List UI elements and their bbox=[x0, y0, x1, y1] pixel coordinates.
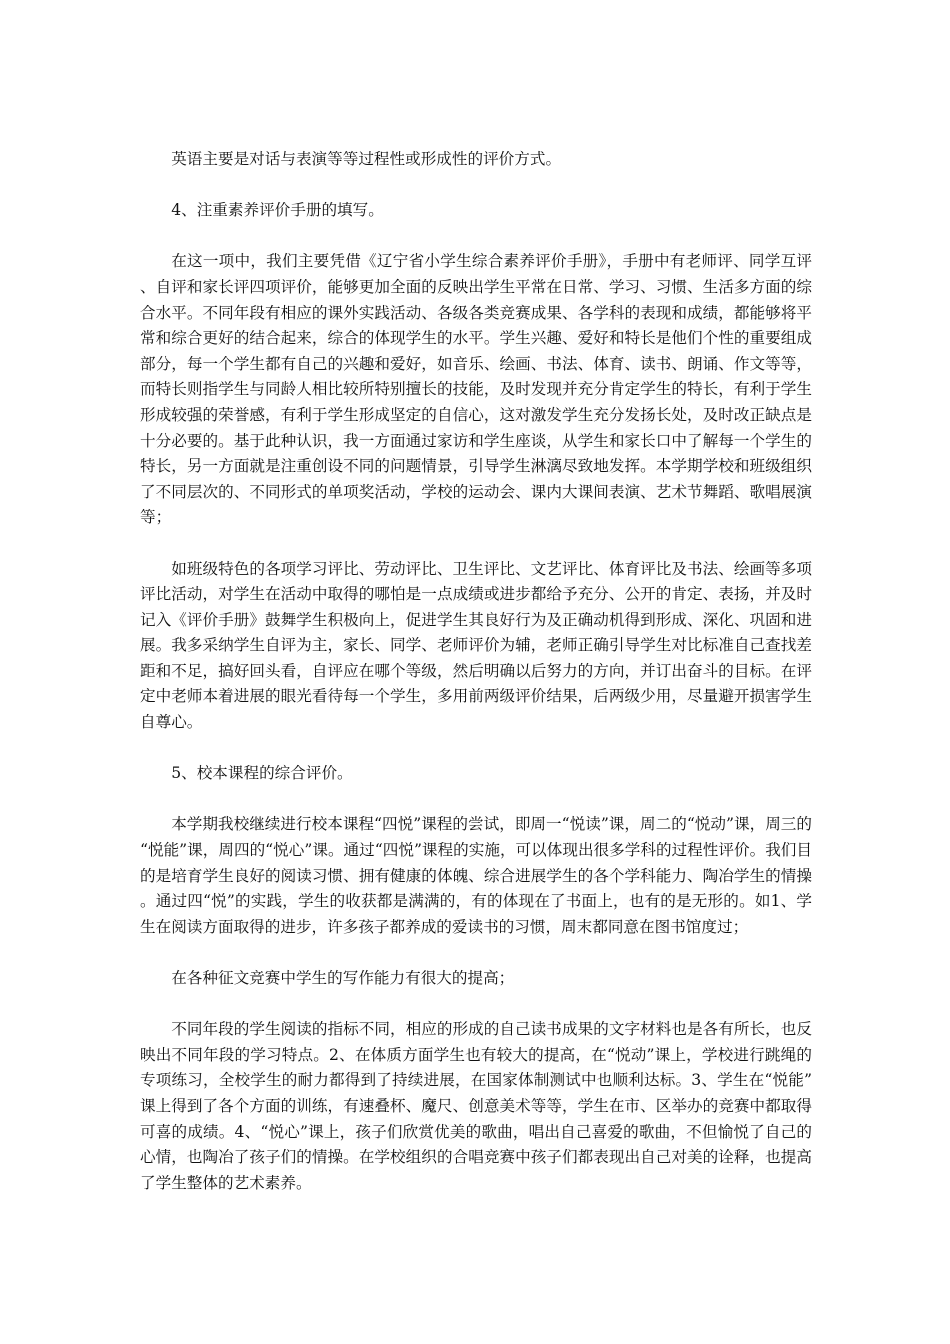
paragraph-grade-differences: 不同年段的学生阅读的指标不同，相应的形成的自己读书成果的文字材料也是各有所长，也反映出不同年段的学习特点。2、在体质方面学生也有较大的提高，在“悦动”课上，学校进行跳绳的专项练习，全校学生的耐力都得到了持续进展，在国家体制测试中也顺利达标。3、学生在“悦能”课上得到了各个方面的训练，有速叠杯、魔尺、创意美术等等，学生在市、区举办的竞赛中都取得可喜的成绩。4、“悦心”课上，孩子们欣赏优美的歌曲，唱出自己喜爱的歌曲，不但愉悦了自己的心情，也陶冶了孩子们的情操。在学校组织的合唱竞赛中孩子们都表现出自己对美的诠释，也提高了学生整体的艺术素养。 bbox=[140, 1020, 812, 1192]
document-page bbox=[140, 147, 812, 1222]
heading-4-handbook: 4、注重素养评价手册的填写。 bbox=[171, 201, 384, 220]
paragraph-class-activities: 如班级特色的各项学习评比、劳动评比、卫生评比、文艺评比、体育评比及书法、绘画等多项评比活动，对学生在活动中取得的哪怕是一点成绩或进步都给予充分、公开的肯定、表扬，并及时记入《评价手册》鼓舞学生积极向上，促进学生其良好行为及正确动机得到形成、深化、巩固和进展。我多采纳学生自评为主，家长、同学、老师评价为辅，老师正确引导学生对比标准自己查找差距和不足，搞好回头看，自评应在哪个等级，然后明确以后努力的方向，并订出奋斗的目标。在评定中老师本着进展的眼光看待每一个学生，多用前两级评价结果，后两级少用，尽量避开损害学生自尊心。 bbox=[140, 559, 812, 732]
paragraph-essay-contest: 在各种征文竞赛中学生的写作能力有很大的提高； bbox=[171, 969, 515, 987]
paragraph-four-joy-curriculum: 本学期我校继续进行校本课程“四悦”课程的尝试，即周一“悦读”课，周二的“悦动”课，周三的“悦能”课，周四的“悦心”课。通过“四悦”课程的实施，可以体现出很多学科的过程性评价。我们目的是培育学生良好的阅读习惯、拥有健康的体魄、综合进展学生的各个学科能力、陶冶学生的情操。通过四“悦”的实践，学生的收获都是满满的，有的体现在了书面上，也有的是无形的。如1、学生在阅读方面取得的进步，许多孩子都养成的爱读书的习惯，周末都同意在图书馆度过； bbox=[140, 815, 812, 936]
paragraph-english-evaluation: 英语主要是对话与表演等等过程性或形成性的评价方式。 bbox=[171, 150, 562, 168]
heading-5-school-curriculum: 5、校本课程的综合评价。 bbox=[171, 764, 353, 783]
paragraph-handbook-details: 在这一项中，我们主要凭借《辽宁省小学生综合素养评价手册》，手册中有老师评、同学互评、自评和家长评四项评价，能够更加全面的反映出学生平常在日常、学习、习惯、生活多方面的综合水平。不同年段有相应的课外实践活动、各级各类竞赛成果、各学科的表现和成绩，都能够将平常和综合更好的结合起来，综合的体现学生的水平。学生兴趣、爱好和特长是他们个性的重要组成部分，每一个学生都有自己的兴趣和爱好，如音乐、绘画、书法、体育、读书、朗诵、作文等等，而特长则指学生与同龄人相比较所特别擅长的技能，及时发现并充分肯定学生的特长，有利于学生形成较强的荣誉感，有利于学生形成坚定的自信心，这对激发学生充分发扬长处，及时改正缺点是十分必要的。基于此种认识，我一方面通过家访和学生座谈，从学生和家长口中了解每一个学生的特长，另一方面就是注重创设不同的问题情景，引导学生淋漓尽致地发挥。本学期学校和班级组织了不同层次的、不同形式的单项奖活动，学校的运动会、课内大课间表演、艺术节舞蹈、歌唱展演等； bbox=[140, 252, 812, 527]
